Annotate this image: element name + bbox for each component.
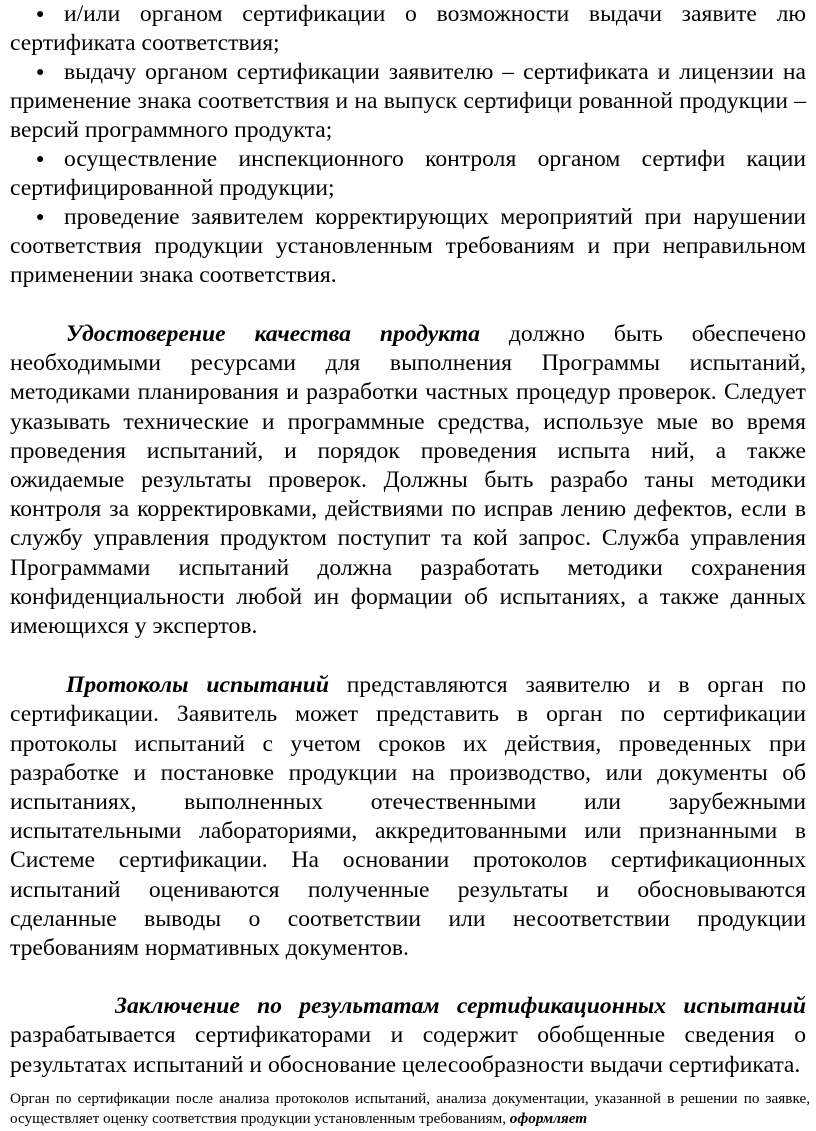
- list-item: [10, 0, 806, 58]
- footnote-text: Орган по сертификации после анализа протоколов испытаний, анализа документации, указанной в решении по заявке, осуществляет оценку соответствия продукции установленным требованиям,: [10, 1090, 810, 1127]
- document-page: [10, 0, 806, 1080]
- spacer: [10, 641, 806, 671]
- spacer: [10, 290, 806, 320]
- paragraph-conclusion: [10, 992, 806, 1080]
- paragraph-text: должно быть обеспечено необходимыми ресурсами для выполнения Программы испытаний, методиками планирования и разработки частных процедур проверок. Следует указывать технические и программные средства, используе мые во время проведения испытаний, и порядок проведения испыта ний, а также ожидаемые результаты проверок. Должны быть разрабо таны методики контроля за корректировками, действиями по исправ лению дефектов, если в службу управления продуктом поступит та кой запрос. Служба управления Программами испытаний должна разработать методики сохранения конфиденциальности любой ин формации об испытаниях, а также данных имеющихся у экспертов.: [10, 321, 807, 640]
- term-heading: Заключение по результатам сертификационных испытаний: [115, 993, 806, 1020]
- bullet-text: проведение заявителем корректирующих мероприятий при нарушении соответствия продукции установленным требованиям и при неправильном применении знака соответствия.: [10, 204, 806, 288]
- footnote-term: оформляет: [509, 1110, 588, 1127]
- bullet-text: осуществление инспекционного контроля органом сертифи кации сертифицированной продукции;: [10, 146, 806, 201]
- paragraph-text: разрабатывается сертификаторами и содержит обобщенные сведения о результатах испытаний и обоснование целесообразности выдачи сертификата.: [10, 1022, 806, 1078]
- paragraph-test-protocols: [10, 671, 806, 963]
- bullet-icon: ●: [36, 152, 45, 167]
- bullet-list: [10, 0, 806, 290]
- paragraph-text: представляются заявителю и в орган по сертификации. Заявитель может представить в орган по сертификации протоколы испытаний с учетом сроков их действия, проведенных при разработке и постановке продукции на производство, или документы об испытаниях, выполненных отечественными или зарубежными испытательными лабораториями, аккредитованными или признанными в Системе сертификации. На основании протоколов сертификационных испытаний оцениваются полученные результаты и обосновываются сделанные выводы о соответствии или несоответствии продукции требованиям нормативных документов.: [10, 672, 806, 962]
- bullet-icon: ●: [36, 65, 45, 80]
- list-item: [10, 203, 806, 290]
- list-item: [10, 58, 806, 145]
- bullet-icon: ●: [36, 7, 45, 22]
- term-heading: Протоколы испытаний: [66, 672, 329, 699]
- spacer: [10, 963, 806, 992]
- footnote: [10, 1089, 810, 1129]
- paragraph-quality-assurance: [10, 320, 806, 641]
- term-heading: Удостоверение качества продукта: [66, 321, 480, 347]
- bullet-text: и/или органом сертификации о возможности выдачи заявите лю сертификата соответствия;: [10, 1, 806, 56]
- list-item: [10, 145, 806, 203]
- bullet-text: выдачу органом сертификации заявителю – сертификата и лицензии на применение знака соответствия и на выпуск сертифици рованной продукции – версий программного продукта;: [10, 59, 806, 143]
- bullet-icon: ●: [36, 210, 45, 225]
